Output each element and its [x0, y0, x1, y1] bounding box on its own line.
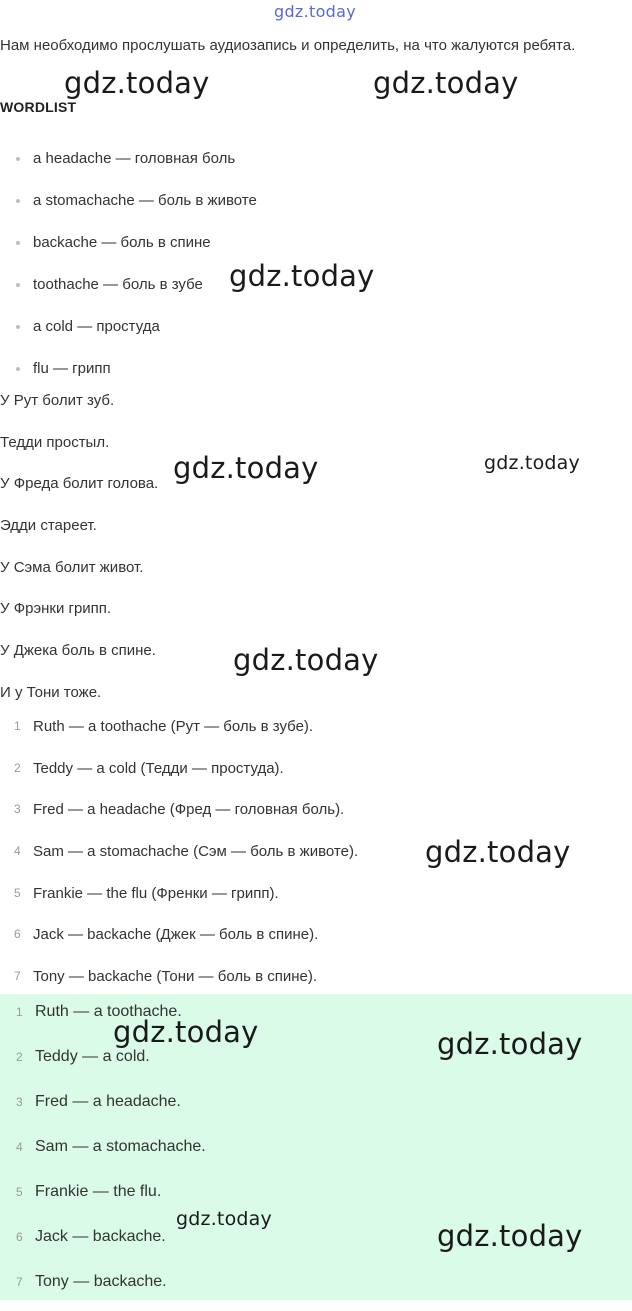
solution-item	[0, 956, 358, 998]
item-number: 4	[14, 844, 21, 859]
answer-text: Frankie — the flu.	[35, 1183, 162, 1200]
answer-text: Ruth — a toothache.	[35, 1003, 182, 1020]
wordlist-item-text: a cold — простуда	[33, 318, 160, 335]
wordlist-item-text: a stomachache — боль в животе	[33, 192, 257, 209]
item-number: 3	[16, 1095, 23, 1109]
wordlist-item	[0, 222, 257, 264]
item-number: 3	[14, 802, 21, 817]
answer-text: Tony — backache.	[35, 1273, 167, 1290]
bullet-icon	[16, 157, 20, 161]
bullet-icon	[16, 325, 20, 329]
wordlist-item	[0, 138, 257, 180]
wordlist-item-text: flu — грипп	[33, 360, 111, 377]
answer-item	[0, 1131, 206, 1176]
item-number: 7	[14, 969, 21, 984]
sentence: У Сэма болит живот.	[0, 558, 144, 576]
sentence: Эдди стареет.	[0, 517, 97, 535]
wordlist	[0, 138, 257, 390]
translation-sentences	[0, 380, 158, 714]
watermark: gdz.today	[484, 452, 580, 474]
answer-text: Fred — a headache.	[35, 1093, 181, 1110]
site-logo[interactable]: gdz.today	[274, 2, 356, 21]
bullet-icon	[16, 367, 20, 371]
watermark: gdz.today	[176, 1208, 272, 1230]
wordlist-item	[0, 180, 257, 222]
bullet-icon	[16, 283, 20, 287]
watermark: gdz.today	[229, 259, 375, 293]
item-number: 1	[14, 719, 21, 733]
item-number: 4	[16, 1140, 23, 1154]
watermark: gdz.today	[425, 835, 571, 869]
task-intro: Нам необходимо прослушать аудиозапись и определить, на что жалуются ребята.	[0, 37, 576, 54]
item-number: 2	[16, 1050, 23, 1064]
watermark: gdz.today	[373, 66, 519, 100]
solution-item	[0, 831, 358, 873]
solution-text: Teddy — a cold (Тедди — простуда).	[33, 759, 284, 777]
bullet-icon	[16, 199, 20, 203]
answer-text: Sam — a stomachache.	[35, 1138, 206, 1155]
solution-text: Sam — a stomachache (Сэм — боль в животе).	[33, 843, 359, 861]
watermark: gdz.today	[233, 643, 379, 677]
solution-text: Tony — backache (Тони — боль в спине).	[33, 968, 317, 986]
item-number: 6	[16, 1230, 23, 1244]
sentence: У Фрэнки грипп.	[0, 600, 112, 618]
item-number: 1	[16, 1005, 23, 1019]
solution-list	[0, 706, 358, 998]
wordlist-heading: WORDLIST	[0, 99, 77, 115]
solution-text: Frankie — the flu (Френки — грипп).	[33, 884, 279, 902]
sentence: У Рут болит зуб.	[0, 392, 115, 409]
watermark: gdz.today	[437, 1219, 583, 1253]
wordlist-item	[0, 306, 257, 348]
sentence: Тедди простыл.	[0, 433, 110, 451]
solution-item	[0, 873, 358, 915]
answer-text: Teddy — a cold.	[35, 1048, 150, 1065]
answer-text: Jack — backache.	[35, 1228, 166, 1245]
watermark: gdz.today	[437, 1027, 583, 1061]
sentence: И у Тони тоже.	[0, 683, 102, 701]
answer-item	[0, 1266, 206, 1311]
solution-text: Fred — a headache (Фред — головная боль).	[33, 801, 345, 819]
item-number: 7	[16, 1275, 23, 1289]
wordlist-item-text: toothache — боль в зубе	[33, 276, 203, 293]
bullet-icon	[16, 241, 20, 245]
watermark: gdz.today	[64, 66, 210, 100]
wordlist-item	[0, 264, 257, 306]
solution-item	[0, 914, 358, 956]
sentence: У Джека боль в спине.	[0, 642, 156, 660]
wordlist-item-text: a headache — головная боль	[33, 150, 236, 167]
item-number: 5	[14, 885, 21, 900]
sentence: У Фреда болит голова.	[0, 475, 159, 493]
answer-item	[0, 1176, 206, 1221]
answer-item	[0, 1086, 206, 1131]
item-number: 6	[14, 927, 21, 942]
solution-item	[0, 789, 358, 831]
watermark: gdz.today	[113, 1015, 259, 1049]
solution-item	[0, 706, 358, 748]
wordlist-item-text: backache — боль в спине	[33, 234, 211, 251]
solution-text: Ruth — a toothache (Рут — боль в зубе).	[33, 718, 314, 735]
item-number: 5	[16, 1185, 23, 1199]
watermark: gdz.today	[173, 451, 319, 485]
item-number: 2	[14, 760, 21, 775]
solution-item	[0, 748, 358, 790]
solution-text: Jack — backache (Джек — боль в спине).	[33, 926, 319, 944]
answer-item	[0, 1221, 206, 1266]
